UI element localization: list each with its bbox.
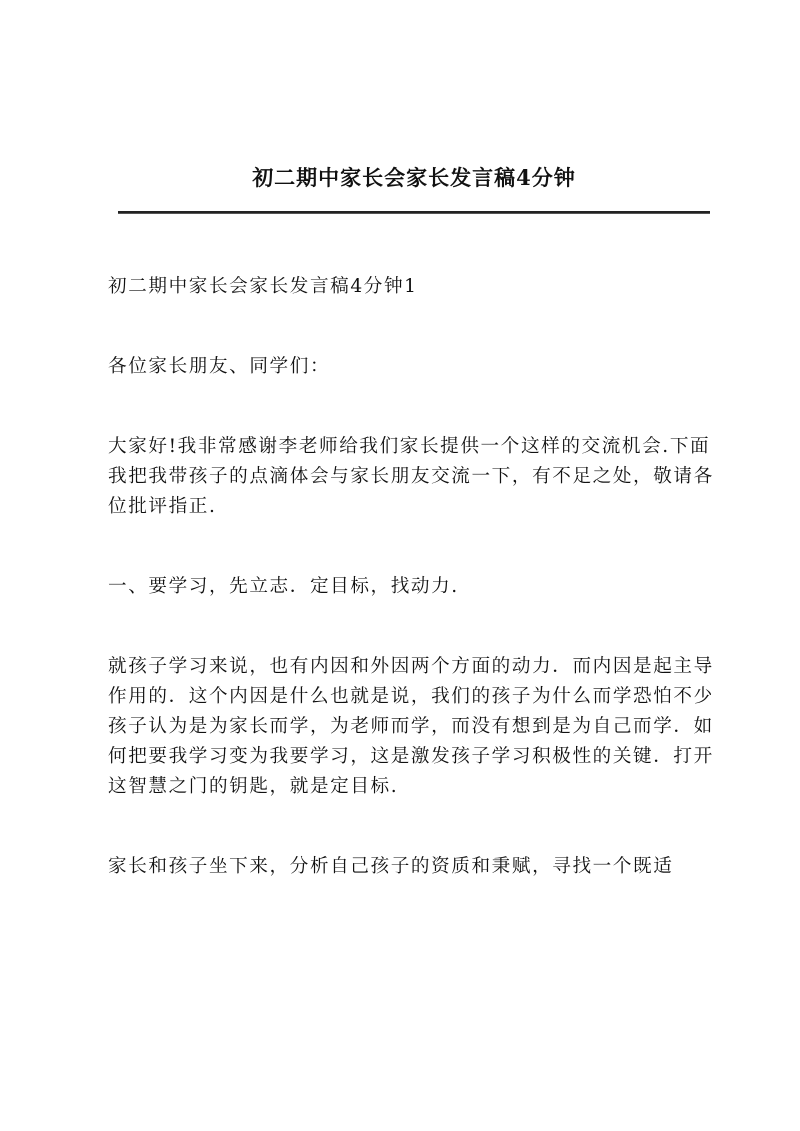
- document-body: [108, 272, 728, 882]
- title-divider: [118, 211, 710, 214]
- body-paragraph: 就孩子学习来说，也有内因和外因两个方面的动力．而内因是起主导作用的．这个内因是什么也就是说，我们的孩子为什么而学恐怕不少孩子认为是为家长而学，为老师而学，而没有想到是为自己而学．如何把要我学习变为我要学习，这是激发孩子学习积极性的关键．打开这智慧之门的钥匙，就是定目标.: [108, 656, 714, 797]
- body-paragraph: 大家好!我非常感谢李老师给我们家长提供一个这样的交流机会.下面我把我带孩子的点滴体会与家长朋友交流一下，有不足之处，敬请各位批评指正.: [108, 436, 714, 517]
- point-heading: 一、要学习，先立志．定目标，找动力.: [108, 576, 459, 597]
- salutation: 各位家长朋友、同学们：: [108, 356, 331, 377]
- document-title: 初二期中家长会家长发言稿4分钟: [252, 165, 576, 190]
- body-paragraph: 家长和孩子坐下来，分析自己孩子的资质和秉赋，寻找一个既适: [108, 856, 674, 877]
- section-heading: 初二期中家长会家长发言稿4分钟1: [108, 276, 418, 297]
